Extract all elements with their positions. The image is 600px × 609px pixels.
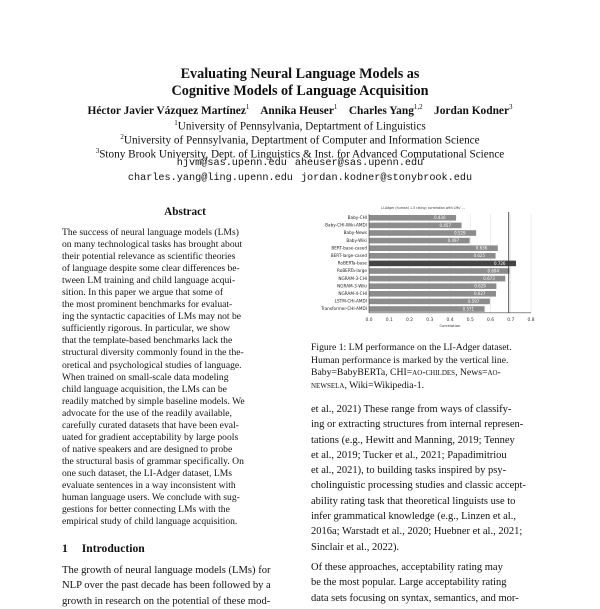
author-4: Jordan Kodner$^3$ bbox=[434, 103, 513, 117]
right-column-paragraph-1 bbox=[311, 402, 537, 555]
abstract-line: of native speakers and are designed to probe bbox=[62, 443, 233, 455]
email-1[interactable]: hjvm@sas.upenn.edu bbox=[176, 158, 287, 169]
bar-value-label: 0.625 bbox=[473, 253, 486, 259]
abstract-line: tween LM training and child language acqui- bbox=[62, 275, 236, 287]
body-line: Of these approaches, acceptability rating may bbox=[311, 562, 503, 573]
abstract-line: sition. In this paper we argue that some of bbox=[62, 287, 224, 299]
body-line: Sinclair et al., 2022). bbox=[311, 541, 400, 553]
bar-value-label: 0.571 bbox=[462, 306, 475, 312]
bar-value-label: 0.457 bbox=[439, 222, 451, 228]
body-line: et al., 2021) These range from ways of classify- bbox=[311, 404, 512, 415]
affiliation-2: $^2$University of Pennsylvania, Deptartment of Computer and Information Science bbox=[120, 133, 480, 147]
section-heading bbox=[62, 542, 145, 555]
bar-value-label: 0.430 bbox=[434, 215, 446, 221]
body-line: et al., 2021), to building tasks inspired by psy- bbox=[311, 465, 507, 477]
abstract-line: their potential relevance as scientific theories bbox=[62, 251, 236, 263]
caption-line: Human performance is marked by the vertical line. bbox=[311, 354, 509, 366]
abstract-line: readily matched by simple baseline models. We bbox=[62, 395, 245, 407]
abstract-heading: Abstract bbox=[164, 206, 206, 218]
abstract-line: carefully curated datasets that have been eval- bbox=[62, 419, 239, 431]
intro-line: growth in research on the potential of these mod- bbox=[62, 595, 271, 607]
body-line: ing or extracting structures from internal represen- bbox=[311, 419, 524, 431]
intro-line: NLP over the past decade has been followed by a bbox=[62, 580, 271, 592]
x-tick-label: 0.4 bbox=[446, 317, 454, 323]
abstract-line: evaluate sentences in a way inconsistent with bbox=[62, 479, 236, 491]
figure-caption bbox=[311, 342, 537, 392]
x-tick-label: 0.8 bbox=[527, 317, 535, 323]
bar-value-label: 0.529 bbox=[454, 230, 466, 236]
x-tick-label: 0.6 bbox=[487, 317, 494, 323]
abstract-line: human language users. We conclude with sug- bbox=[62, 492, 240, 504]
body-line: ability rating task that theoretical linguists use to bbox=[311, 495, 516, 507]
abstract-line: of language despite some clear differences be- bbox=[62, 263, 240, 275]
x-tick-label: 0.7 bbox=[507, 317, 515, 323]
emails-line-2 bbox=[0, 173, 600, 184]
category-label: BERT-base-cased bbox=[331, 245, 367, 251]
abstract-line: the structural basis of grammar specifically. On bbox=[62, 455, 244, 467]
intro-line: The growth of neural language models (LMs) for bbox=[62, 565, 271, 576]
chart-title: LI-Adger (human) 1-5 rating; correlation with LMs' ... bbox=[381, 206, 465, 210]
x-tick-label: 0.2 bbox=[406, 317, 413, 323]
author-2: Annika Heuser$^1$ bbox=[260, 103, 338, 117]
body-line: be the most popular. Large acceptability rating bbox=[311, 577, 507, 589]
affiliation-1: $^1$University of Pennsylvania, Deptartment of Linguistics bbox=[174, 119, 426, 133]
abstract-line: gestions for better connecting LMs with the bbox=[62, 504, 230, 516]
body-line: tations (e.g., Hewitt and Manning, 2019; Tenney bbox=[311, 434, 515, 446]
email-2[interactable]: aheuser@sas.upenn.edu bbox=[294, 158, 424, 169]
category-label: NGRAM-3-CHI bbox=[338, 275, 367, 281]
x-tick-label: 0.1 bbox=[385, 317, 393, 323]
body-line: cholinguistic processing studies and classic accept- bbox=[311, 480, 526, 492]
affiliation-3: $^3$Stony Brook University, Dept. of Linguistics & Inst. for Advanced Computational Science bbox=[95, 147, 505, 161]
bar-value-label: 0.673 bbox=[483, 276, 495, 281]
abstract-line: ing the syntactic capacities of LMs may not be bbox=[62, 311, 242, 323]
title-line-1: Evaluating Neural Language Models as bbox=[180, 66, 420, 82]
body-line: et al., 2019; Tucker et al., 2021; Papadimitriou bbox=[311, 449, 507, 461]
body-line: 2016a; Warstadt et al., 2020; Huebner et al., 2021; bbox=[311, 526, 523, 538]
bar-value-label: 0.694 bbox=[487, 268, 499, 274]
category-label: LSTM-CHI-AMDI bbox=[334, 298, 367, 304]
abstract-line: one such dataset, the LI-Adger dataset, LMs bbox=[62, 467, 232, 479]
bar-value-label: 0.629 bbox=[474, 283, 486, 289]
abstract-line: that the template-based benchmarks lack the bbox=[62, 335, 233, 347]
body-line: data sets focusing on syntax, semantics, and mor- bbox=[311, 592, 519, 604]
abstract-line: the most prominent benchmarks for evaluat- bbox=[62, 299, 233, 311]
category-label: NGRAM-3-Wiki bbox=[337, 283, 367, 289]
caption-line: newsela, Wiki=Wikipedia-1. bbox=[311, 379, 425, 391]
abstract-line: uated for gradient acceptability by large pools bbox=[62, 431, 239, 443]
abstract-body bbox=[62, 227, 308, 528]
bar-value-label: 0.726 bbox=[494, 260, 506, 266]
abstract-line: structural diversity commonly found in the the- bbox=[62, 347, 244, 359]
category-label: Baby-CHI-Wiki-AMDI bbox=[325, 222, 367, 228]
category-label: BERT-large-cased bbox=[330, 253, 367, 258]
abstract-line: advocate for the use of the readily available, bbox=[62, 407, 232, 419]
abstract-line: sufficiently rigorous. In particular, we show bbox=[62, 323, 231, 335]
abstract-line: on many technological tasks has brought about bbox=[62, 239, 243, 251]
email-3[interactable]: charles.yang@ling.upenn.edu bbox=[127, 173, 293, 184]
abstract-line: The success of neural language models (LMs) bbox=[62, 227, 239, 238]
category-label: Baby-CHI bbox=[347, 215, 367, 220]
title-line-2: Cognitive Models of Language Acquisition bbox=[171, 83, 429, 99]
bar-value-label: 0.497 bbox=[447, 238, 460, 243]
intro-body bbox=[62, 563, 318, 609]
caption-line: Figure 1: LM performance on the LI-Adger dataset. bbox=[311, 342, 512, 353]
caption-line: Baby=BabyBERTa, CHI=ao-childes, News=ao- bbox=[311, 367, 501, 378]
abstract-line: oretical and psychological studies of language. bbox=[62, 359, 242, 371]
body-line: infer grammatical knowledge (e.g., Linzen et al., bbox=[311, 511, 516, 523]
abstract-line: empirical study of child language acquisition. bbox=[62, 516, 238, 528]
bar-value-label: 0.636 bbox=[475, 245, 488, 251]
bar-chart bbox=[309, 204, 537, 334]
bar-value-label: 0.597 bbox=[467, 298, 480, 304]
category-label: RoBERTa-base bbox=[337, 260, 367, 266]
figure-1-chart bbox=[309, 204, 537, 334]
category-label: Transformer-CHI-AMDI bbox=[320, 306, 367, 312]
emails-line-1 bbox=[0, 158, 600, 169]
bar-value-label: 0.627 bbox=[473, 291, 486, 297]
section-title: Introduction bbox=[81, 542, 145, 555]
right-column-paragraph-2 bbox=[311, 560, 537, 606]
x-tick-label: 0.3 bbox=[426, 317, 434, 323]
x-tick-label: 0.0 bbox=[365, 317, 373, 323]
category-label: RoBERTa-large bbox=[337, 268, 367, 274]
category-label: Baby-Wiki bbox=[346, 237, 367, 243]
email-4[interactable]: jordan.kodner@stonybrook.edu bbox=[300, 173, 473, 184]
author-list bbox=[0, 103, 600, 117]
category-label: Baby-News bbox=[343, 230, 367, 236]
author-1: Héctor Javier Vázquez Martínez$^1$ bbox=[87, 103, 250, 117]
author-3: Charles Yang$^{1,2}$ bbox=[348, 103, 423, 117]
abstract-line: child language acquisition, the LMs can be bbox=[62, 383, 227, 395]
abstract-line: When trained on small-scale data modeling bbox=[62, 371, 229, 383]
x-axis-label: Correlation bbox=[439, 322, 461, 328]
x-tick-label: 0.5 bbox=[466, 317, 474, 323]
paper-title bbox=[0, 66, 600, 100]
category-label: NGRAM-4-CHI bbox=[338, 291, 367, 296]
section-number: 1 bbox=[62, 542, 68, 555]
